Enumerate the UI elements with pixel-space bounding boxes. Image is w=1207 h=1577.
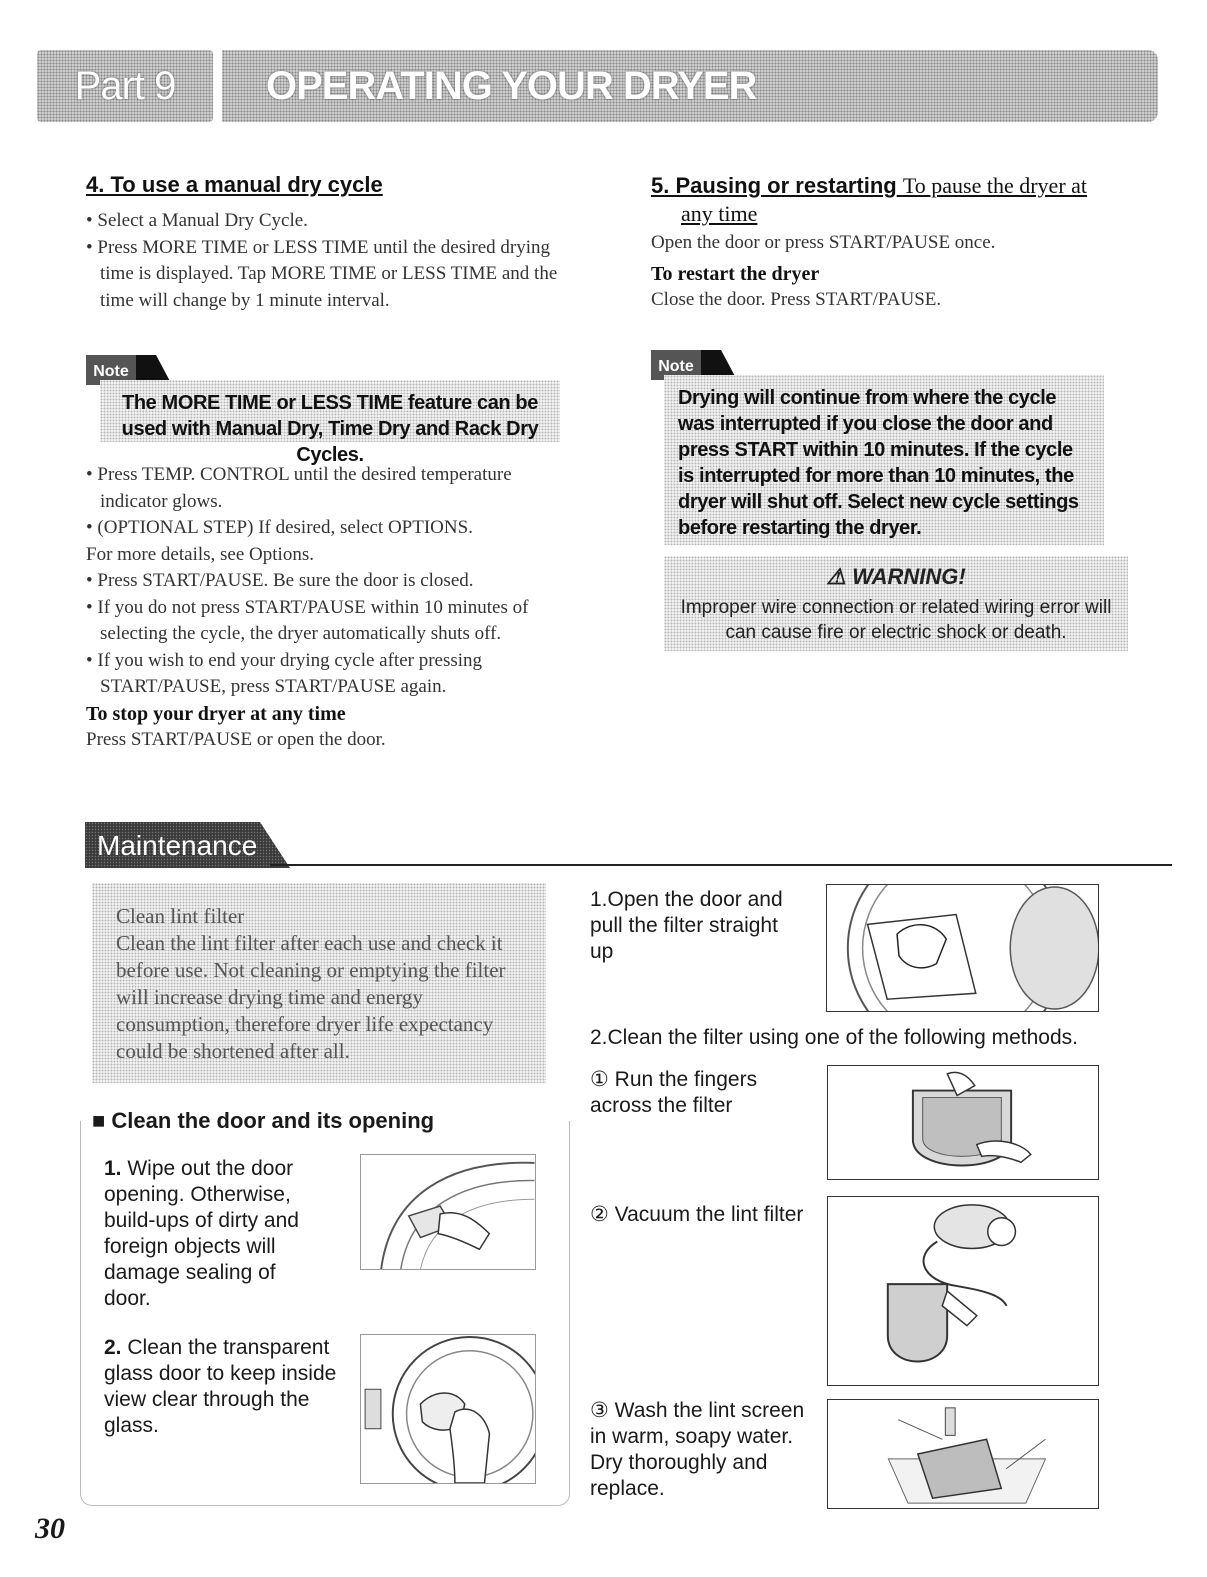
page-header <box>222 50 1158 122</box>
warning-title-text: WARNING! <box>852 564 966 589</box>
note-box <box>664 375 1104 545</box>
part-label-text: Part 9 <box>74 63 176 108</box>
list-item: • If you do not press START/PAUSE within 10 minutes of selecting the cycle, the dryer automatically shuts off. <box>86 596 529 644</box>
section-5-title-c: any time <box>681 201 758 226</box>
step-number: 2. <box>104 1336 122 1359</box>
stop-text: Press START/PAUSE or open the door. <box>86 729 386 750</box>
restart-text: Close the door. Press START/PAUSE. <box>651 289 942 310</box>
list-item: • Select a Manual Dry Cycle. <box>86 210 308 231</box>
page-number: 30 <box>35 1512 65 1545</box>
list-item: • (OPTIONAL STEP) If desired, select OPTIONS. <box>86 517 473 538</box>
section-4-list-b <box>86 462 566 754</box>
finger-filter-illustration <box>827 1065 1099 1180</box>
lint-info-text: Clean the lint filter after each use and check it before use. Not cleaning or emptying the filter will increase drying time and energy consumption, therefore dryer life expectancy could be shortened after all. <box>116 931 506 1063</box>
method-text: Wash the lint screen in warm, soapy water. Dry thoroughly and replace. <box>590 1399 805 1500</box>
note-text: The MORE TIME or LESS TIME feature can be used with Manual Dry, Time Dry and Rack Dry Cycles. <box>121 392 539 466</box>
door-wipe-illustration <box>360 1154 536 1270</box>
lint-info-box <box>92 883 546 1083</box>
note-label: Note <box>658 358 694 375</box>
step-text: Clean the transparent glass door to keep inside view clear through the glass. <box>104 1336 337 1437</box>
warning-title <box>664 564 1128 589</box>
glass-clean-illustration <box>360 1334 536 1484</box>
section-4-title: 4. To use a manual dry cycle <box>86 172 383 197</box>
lint-info-heading: Clean lint filter <box>116 904 245 928</box>
filter-step-1: 1.Open the door and pull the filter straight up <box>590 888 783 963</box>
warning-icon: ⚠ <box>826 564 846 589</box>
details-text: For more details, see Options. <box>86 543 314 565</box>
filter-step-2: 2.Clean the filter using one of the following methods. <box>590 1026 1078 1049</box>
maintenance-rule <box>270 864 1172 866</box>
square-bullet-icon: ■ <box>92 1108 106 1133</box>
stop-heading: To stop your dryer at any time <box>86 702 346 725</box>
method-text: Vacuum the lint filter <box>614 1203 804 1226</box>
step-number: 1. <box>104 1157 122 1180</box>
note-box <box>100 380 560 466</box>
door-section-title-text: Clean the door and its opening <box>111 1108 435 1133</box>
list-item: • If you wish to end your drying cycle after pressing START/PAUSE, press START/PAUSE again. <box>86 649 483 697</box>
wash-filter-illustration <box>827 1399 1099 1509</box>
method-text: Run the fingers across the filter <box>590 1068 758 1117</box>
method-number: ③ <box>590 1399 609 1422</box>
warning-box <box>664 556 1128 651</box>
list-item: • Press START/PAUSE. Be sure the door is closed. <box>86 570 474 591</box>
section-5-title-a: 5. Pausing or restarting <box>651 173 897 198</box>
section-5-title <box>651 172 1111 228</box>
note-text: Drying will continue from where the cycle was interrupted if you close the door and press START within 10 minutes. If the cycle is interrupted for more than 10 minutes, the dryer will shut off. Select new cycle settings before restarting the dryer. <box>678 387 1079 539</box>
warning-text: Improper wire connection or related wiring error will can cause fire or electric shock or death. <box>680 597 1112 643</box>
part-label <box>37 50 213 122</box>
door-step-2 <box>104 1335 344 1439</box>
filter-method-3 <box>590 1398 820 1502</box>
door-step-1 <box>104 1156 324 1312</box>
maintenance-label-text: Maintenance <box>97 830 258 861</box>
section-5-title-b: To pause the dryer at <box>902 173 1088 198</box>
note-label: Note <box>93 363 129 380</box>
pause-text: Open the door or press START/PAUSE once. <box>651 232 996 253</box>
door-section-title <box>92 1108 442 1134</box>
list-item: • Press TEMP. CONTROL until the desired temperature indicator glows. <box>86 464 512 512</box>
filter-method-2 <box>590 1202 820 1228</box>
filter-pull-illustration <box>826 884 1099 1012</box>
page-title: OPERATING YOUR DRYER <box>266 63 757 108</box>
method-number: ① <box>590 1068 609 1091</box>
section-5-body <box>651 230 1111 314</box>
list-item: • Press MORE TIME or LESS TIME until the desired drying time is displayed. Tap MORE TIME or LESS TIME and the time will change by 1 minute interval. <box>86 236 558 311</box>
section-4-list-a <box>86 208 558 314</box>
filter-method-1 <box>590 1067 800 1119</box>
step-text: Wipe out the door opening. Otherwise, build-ups of dirty and foreign objects will damage sealing of door. <box>104 1157 299 1310</box>
restart-heading: To restart the dryer <box>651 262 820 285</box>
method-number: ② <box>590 1203 609 1226</box>
vacuum-filter-illustration <box>827 1196 1099 1386</box>
maintenance-label <box>85 822 290 868</box>
